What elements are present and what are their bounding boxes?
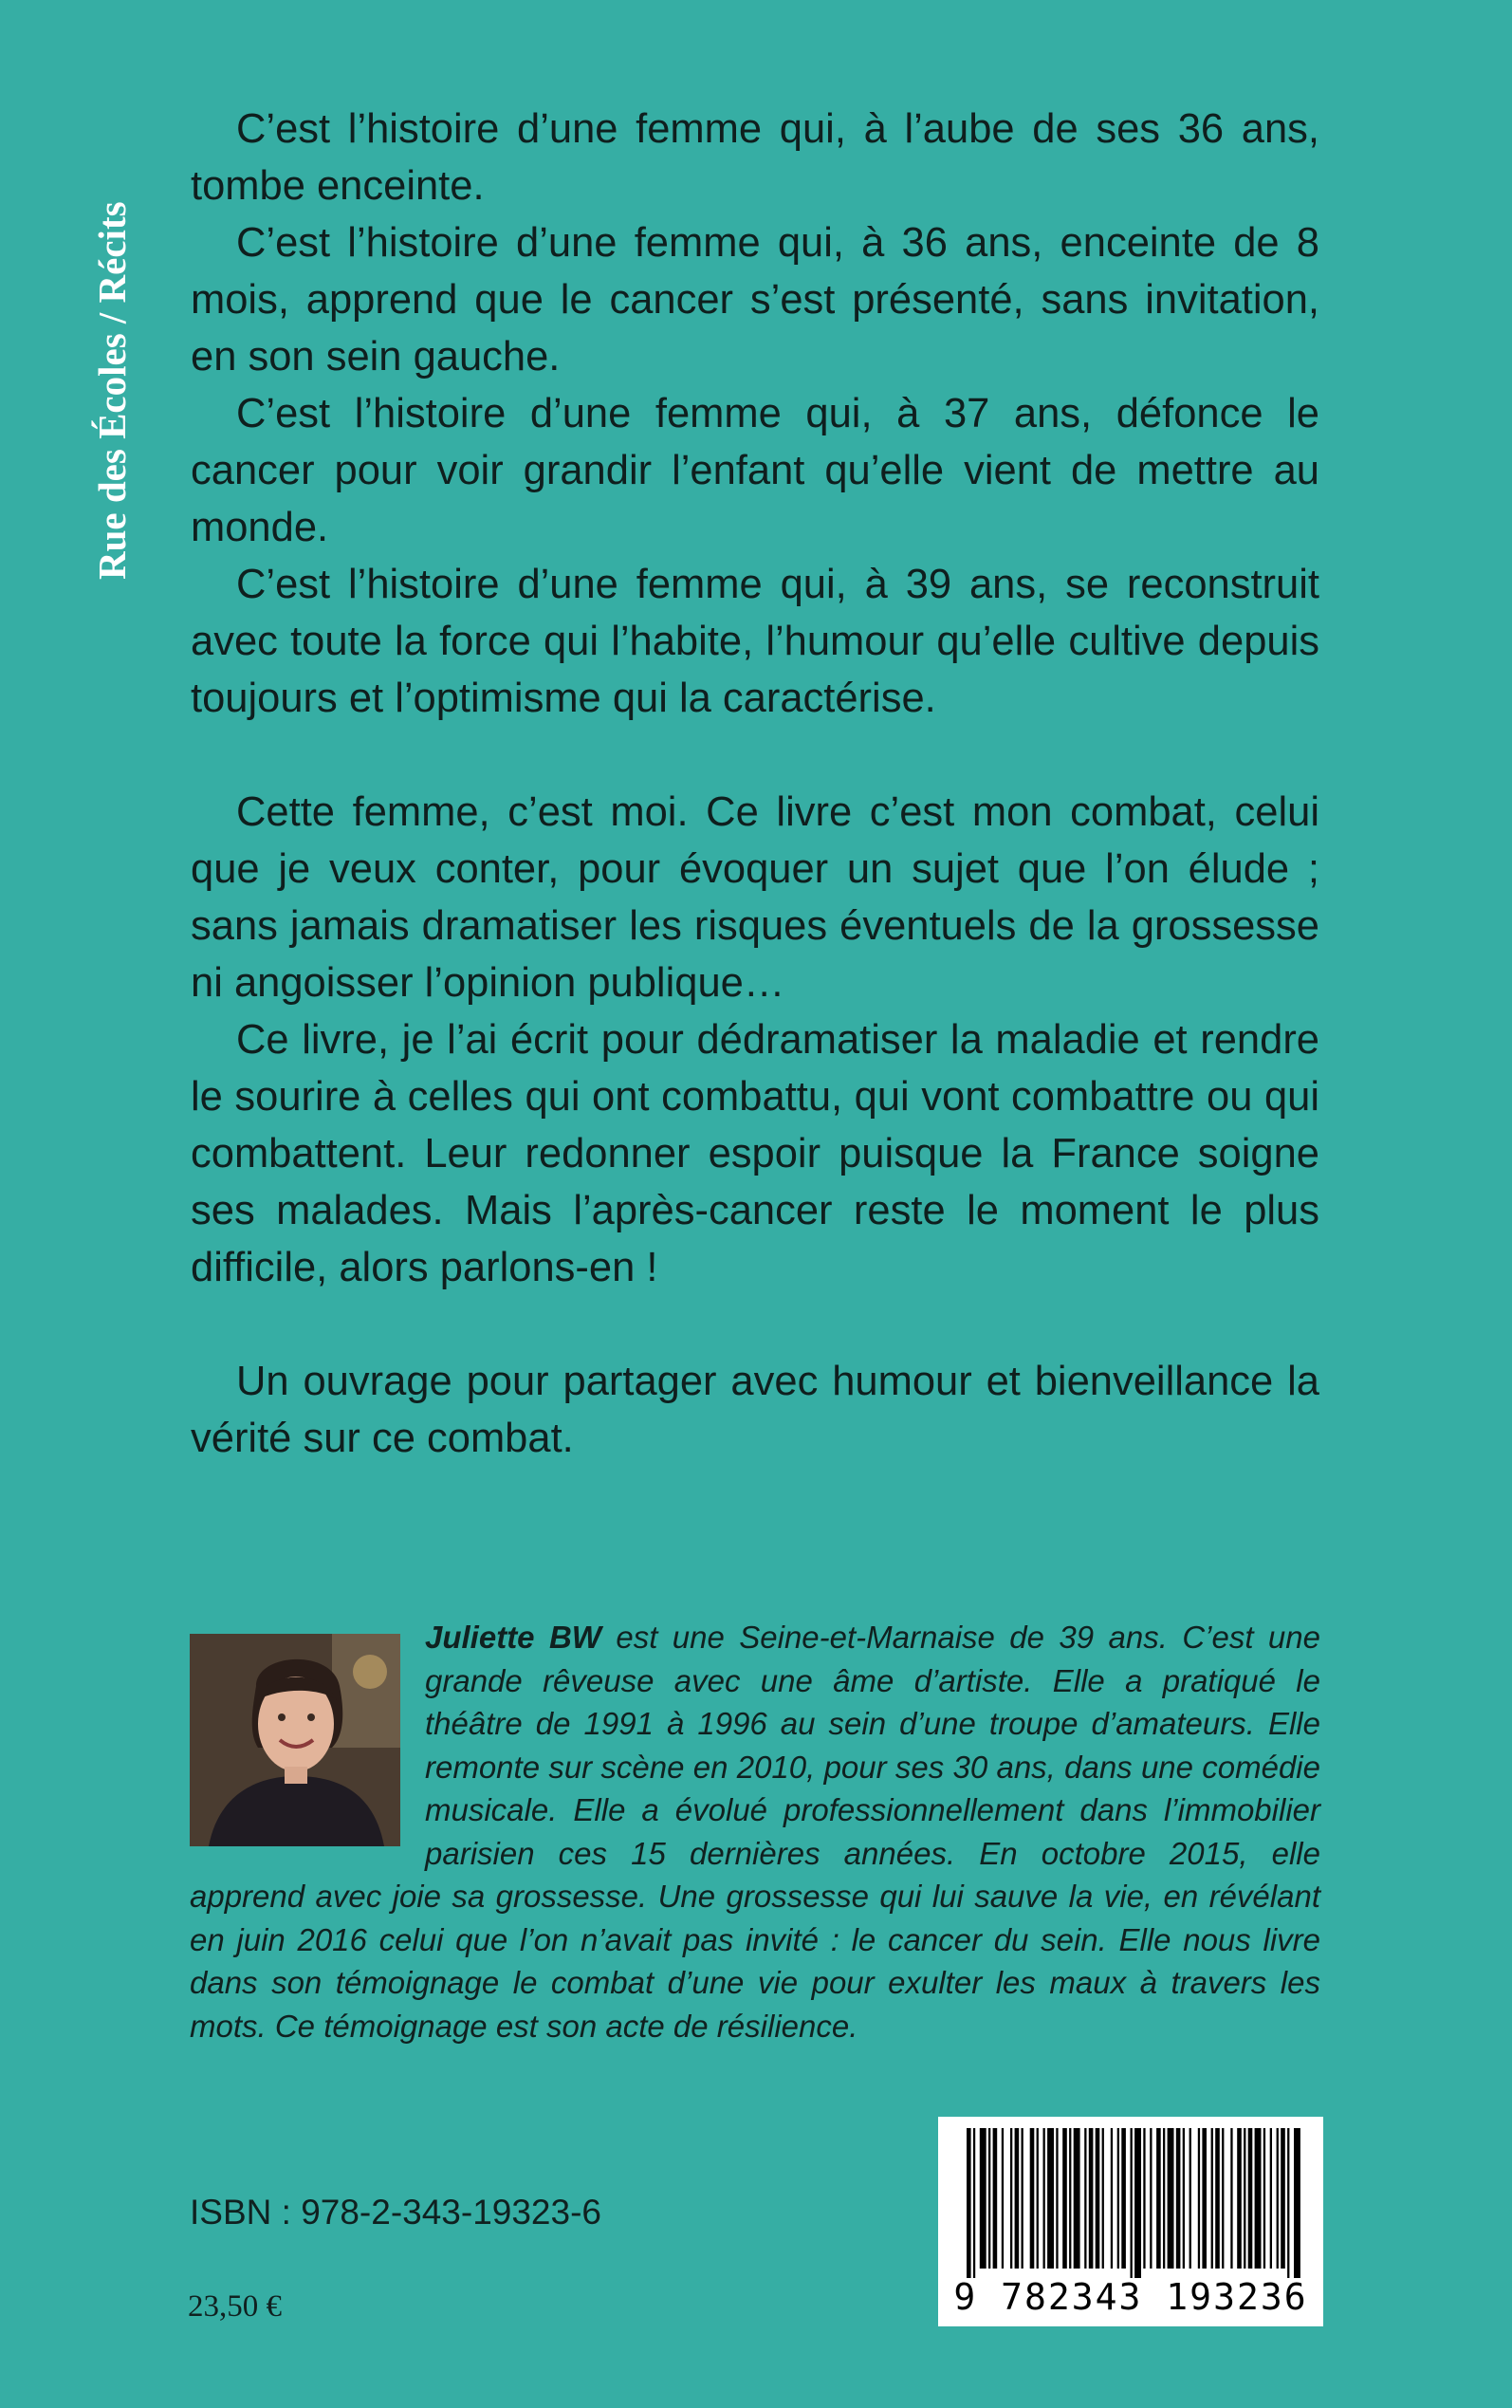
barcode-bar: [1043, 2128, 1045, 2269]
barcode-bar: [1248, 2128, 1253, 2269]
summary-paragraph: Ce livre, je l’ai écrit pour dédramatiser la maladie et rendre le sourire à celles qui ont combattu, qui vont combattre ou qui combattent. Leur redonner espoir puisque la France soigne ses malades. Mais l’après-cancer reste le moment le plus difficile, alors parlons-en !: [191, 1017, 1319, 1290]
barcode-bar: [1015, 2128, 1020, 2269]
barcode-bar: [1163, 2128, 1165, 2269]
barcode-bar: [1037, 2128, 1039, 2269]
barcode-bar: [980, 2128, 986, 2269]
barcode-bar: [1287, 2128, 1289, 2278]
barcode-bar: [1255, 2128, 1262, 2269]
barcode-digits: 9 782343 193236: [953, 2276, 1308, 2318]
barcode-bar: [1211, 2128, 1213, 2269]
barcode-bar: [1281, 2128, 1285, 2269]
barcode-bar: [1168, 2128, 1174, 2269]
barcode-bar: [1074, 2128, 1080, 2269]
barcode-bar: [1056, 2128, 1058, 2269]
barcode-bar: [1263, 2128, 1265, 2269]
summary-paragraph: C’est l’histoire d’une femme qui, à 37 ans, défonce le cancer pour voir grandir l’enfant qu’elle vient de mettre au monde.: [191, 391, 1319, 550]
barcode-bar: [1143, 2128, 1145, 2269]
author-photo: [190, 1634, 400, 1846]
barcode-bar: [1215, 2128, 1220, 2269]
barcode: [938, 2117, 1323, 2326]
barcode-bar: [1202, 2128, 1207, 2269]
barcode-bar: [1069, 2128, 1071, 2269]
barcode-bar: [1062, 2128, 1067, 2269]
barcode-bar: [1270, 2128, 1272, 2269]
barcode-bar: [1084, 2128, 1086, 2269]
price: 23,50 €: [188, 2289, 282, 2324]
barcode-bar: [1150, 2128, 1152, 2269]
barcode-bars: [938, 2117, 1323, 2278]
summary-paragraph: C’est l’histoire d’une femme qui, à 36 ans, enceinte de 8 mois, apprend que le cancer s’est présenté, sans invitation, en son sein gauche.: [191, 220, 1319, 380]
barcode-bar: [1117, 2128, 1119, 2269]
barcode-bar: [1002, 2128, 1004, 2269]
barcode-bar: [1131, 2128, 1133, 2278]
isbn: ISBN : 978-2-343-19323-6: [190, 2193, 601, 2232]
barcode-bar: [1176, 2128, 1181, 2269]
barcode-bar: [1183, 2128, 1185, 2269]
barcode-bar: [1230, 2128, 1232, 2269]
back-cover-summary: [191, 101, 1319, 1467]
author-name: Juliette BW: [425, 1620, 601, 1655]
barcode-bar: [1244, 2128, 1245, 2269]
barcode-bar: [1030, 2128, 1035, 2269]
collection-label: Rue des Écoles / Récits: [90, 201, 134, 580]
barcode-bar: [1022, 2128, 1023, 2269]
barcode-bar: [1010, 2128, 1012, 2269]
summary-paragraph: C’est l’histoire d’une femme qui, à l’aube de ses 36 ans, tombe enceinte.: [191, 106, 1319, 209]
barcode-bar: [988, 2128, 990, 2269]
summary-paragraph: Un ouvrage pour partager avec humour et bienveillance la vérité sur ce combat.: [191, 1359, 1319, 1461]
barcode-bar: [993, 2128, 998, 2269]
barcode-bar: [1277, 2128, 1279, 2269]
barcode-bar: [1189, 2128, 1191, 2269]
summary-paragraph: Cette femme, c’est moi. Ce livre c’est mon combat, celui que je veux conter, pour évoquer un sujet que l’on élude ; sans jamais dramatiser les risques éventuels de la grossesse ni angoisser l’opinion publique…: [191, 789, 1319, 1006]
barcode-bar: [1198, 2128, 1200, 2269]
barcode-bar: [1237, 2128, 1242, 2269]
barcode-bar: [1156, 2128, 1161, 2269]
barcode-bar: [1111, 2128, 1113, 2269]
barcode-bar: [1294, 2128, 1300, 2278]
barcode-bar: [1222, 2128, 1224, 2269]
barcode-bar: [1096, 2128, 1100, 2269]
barcode-bar: [967, 2128, 971, 2278]
barcode-bar: [1047, 2128, 1054, 2269]
barcode-bar: [973, 2128, 975, 2278]
summary-paragraph: C’est l’histoire d’une femme qui, à 39 ans, se reconstruit avec toute la force qui l’habite, l’humour qu’elle cultive depuis toujours et l’optimisme qui la caractérise.: [191, 562, 1319, 721]
author-bio-text: est une Seine-et-Marnaise de 39 ans. C’est une grande rêveuse avec une âme d’artiste. Elle a pratiqué le théâtre de 1991 à 1996 au sein d’une troupe d’amateurs. Elle remonte sur scène en 2010, pour ses 30 ans, dans une comédie musicale. Elle a évolué professionnellement dans l’immobilier parisien ces 15 dernières années. En octobre 2015, elle apprend avec joie sa grossesse. Une grossesse qui lui sauve la vie, en révélant en juin 2016 celui que l’on n’avait pas invité : le cancer du sein. Elle nous livre dans son témoignage le combat d’une vie pour exulter les maux à travers les mots. Ce témoignage est son acte de résilience.: [190, 1620, 1320, 2044]
barcode-bar: [1102, 2128, 1104, 2269]
barcode-bar: [1089, 2128, 1094, 2269]
barcode-bar: [1134, 2128, 1141, 2278]
barcode-bar: [1121, 2128, 1126, 2269]
